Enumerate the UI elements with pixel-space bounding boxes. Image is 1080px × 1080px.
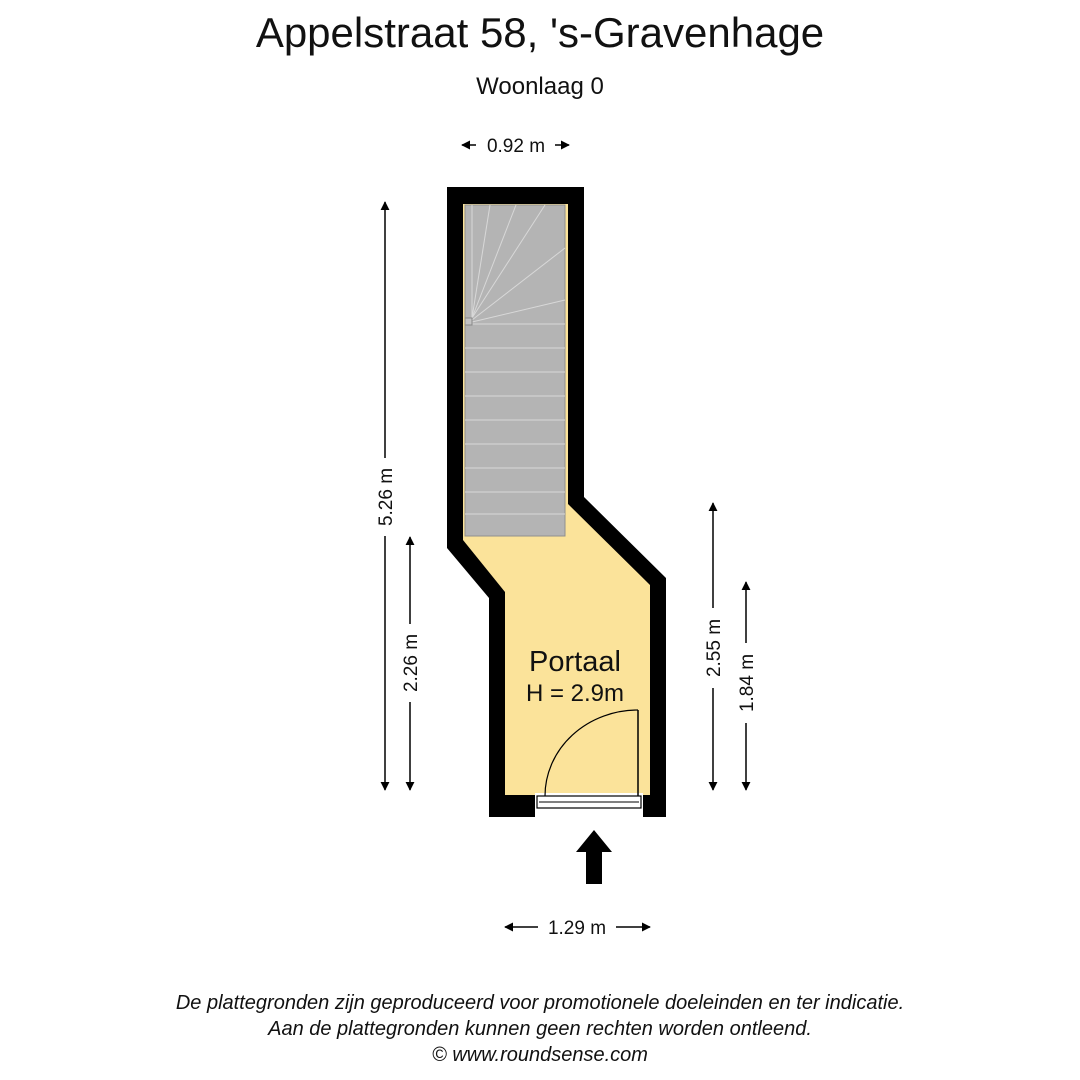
page-title: Appelstraat 58, 's-Gravenhage bbox=[255, 9, 825, 56]
dim-right-outer: 2.55 m bbox=[704, 618, 725, 678]
room-name: Portaal bbox=[529, 646, 621, 678]
floor-label: Woonlaag 0 bbox=[476, 73, 604, 100]
entrance-arrow-icon bbox=[576, 830, 612, 884]
copyright-line: © www.roundsense.com bbox=[432, 1044, 648, 1066]
dim-bottom-width: 1.29 m bbox=[547, 918, 607, 939]
staircase bbox=[465, 205, 565, 536]
dim-left-total: 5.26 m bbox=[376, 467, 397, 527]
room-height: H = 2.9m bbox=[525, 680, 625, 707]
disclaimer-line-1: De plattegronden zijn geproduceerd voor promotionele doeleinden en ter indicatie. bbox=[175, 992, 905, 1014]
dim-right-inner: 1.84 m bbox=[737, 653, 758, 713]
dim-top-width: 0.92 m bbox=[486, 136, 546, 157]
disclaimer-line-2: Aan de plattegronden kunnen geen rechten worden ontleend. bbox=[268, 1018, 812, 1040]
dim-left-lower: 2.26 m bbox=[401, 633, 422, 693]
